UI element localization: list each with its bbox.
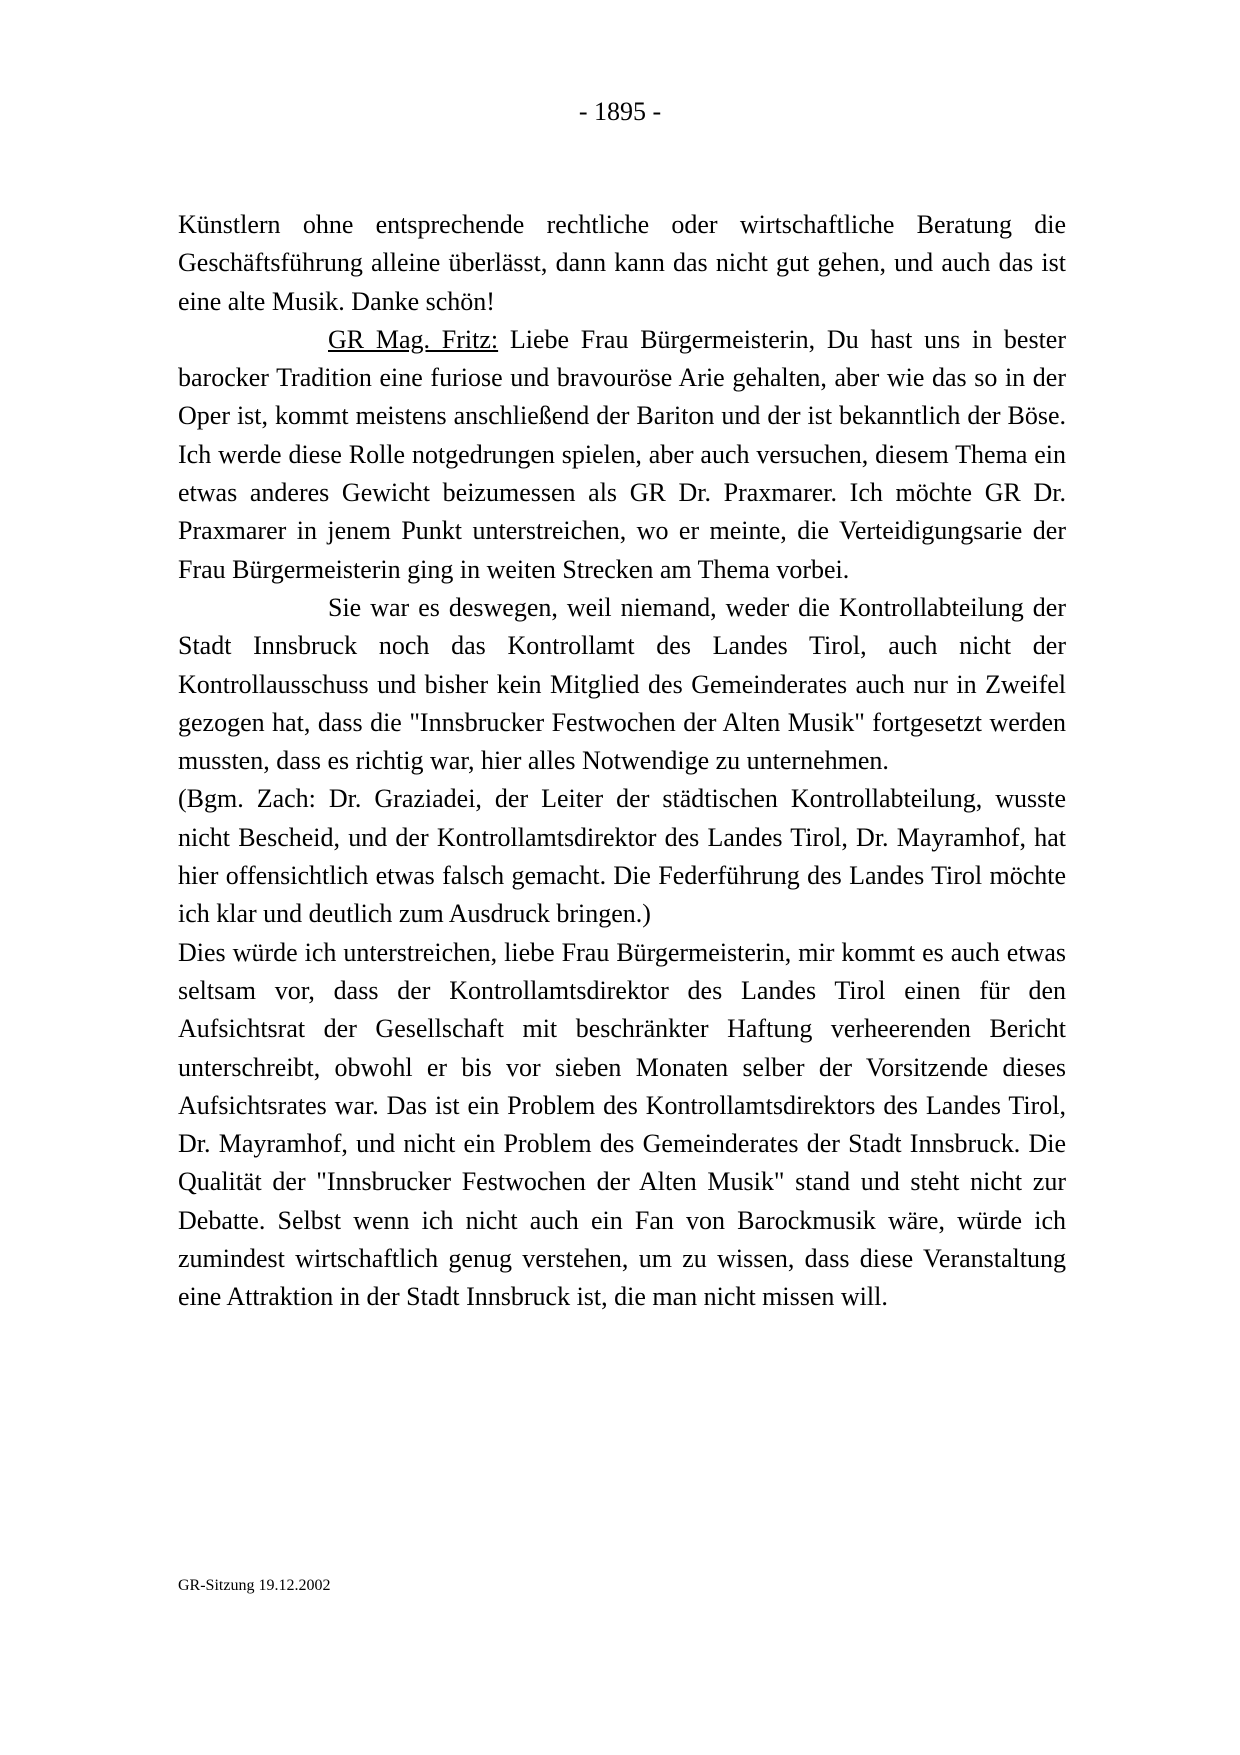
paragraph-continuation: Künstlern ohne entsprechende rechtliche oder wirtschaftliche Beratung die Geschäftsführung alleine überlässt, dann kann das nicht gut gehen, und auch das ist eine alte Musik. Danke schön!	[178, 210, 1066, 316]
footer-session-date: GR-Sitzung 19.12.2002	[178, 1577, 331, 1594]
paragraph-speech-fritz	[178, 321, 1066, 589]
paragraph-response: Dies würde ich unterstreichen, liebe Frau Bürgermeisterin, mir kommt es auch etwas seltsam vor, dass der Kontrollamtsdirektor des Landes Tirol einen für den Aufsichtsrat der Gesellschaft mit beschränkter Haftung verheerenden Bericht unterschreibt, obwohl er bis vor sieben Monaten selber der Vorsitzende dieses Aufsichtsrates war. Das ist ein Problem des Kontrollamtsdirektors des Landes Tirol, Dr. Mayramhof, und nicht ein Problem des Gemeinderates der Stadt Innsbruck. Die Qualität der "Innsbrucker Festwochen der Alten Musik" stand und steht nicht zur Debatte. Selbst wenn ich nicht auch ein Fan von Barockmusik wäre, würde ich zumindest wirtschaftlich genug verstehen, um zu wissen, dass diese Veranstaltung eine Attraktion in der Stadt Innsbruck ist, die man nicht missen will.	[178, 937, 1066, 1312]
body-text	[178, 206, 1066, 1317]
speech-text: Liebe Frau Bürgermeisterin, Du hast uns in bester barocker Tradition eine furiose und bravouröse Arie gehalten, aber wie das so in der Oper ist, kommt meistens anschließend der Bariton und der ist bekanntlich der Böse. Ich werde diese Rolle notgedrungen spielen, aber auch versuchen, diesem Thema ein etwas anderes Gewicht beizumessen als GR Dr. Praxmarer. Ich möchte GR Dr. Praxmarer in jenem Punkt unterstreichen, wo er meinte, die Verteidigungsarie der Frau Bürgermeisterin ging in weiten Strecken am Thema vorbei.	[178, 324, 1067, 584]
page-number: - 1895 -	[578, 97, 662, 126]
paragraph-speech-continued: Sie war es deswegen, weil niemand, weder die Kontrollabteilung der Stadt Innsbruck noch das Kontrollamt des Landes Tirol, auch nicht der Kontrollausschuss und bisher kein Mitglied des Gemeinderates auch nur in Zweifel gezogen hat, dass die "Innsbrucker Festwochen der Alten Musik" fortgesetzt werden mussten, dass es richtig war, hier alles Notwendige zu unternehmen.	[178, 592, 1066, 776]
paragraph-interjection: (Bgm. Zach: Dr. Graziadei, der Leiter der städtischen Kontrollabteilung, wusste nicht Bescheid, und der Kontrollamtsdirektor des Landes Tirol, Dr. Mayramhof, hat hier offensichtlich etwas falsch gemacht. Die Federführung des Landes Tirol möchte ich klar und deutlich zum Ausdruck bringen.)	[178, 784, 1066, 929]
speaker-name: GR Mag. Fritz:	[328, 324, 499, 354]
